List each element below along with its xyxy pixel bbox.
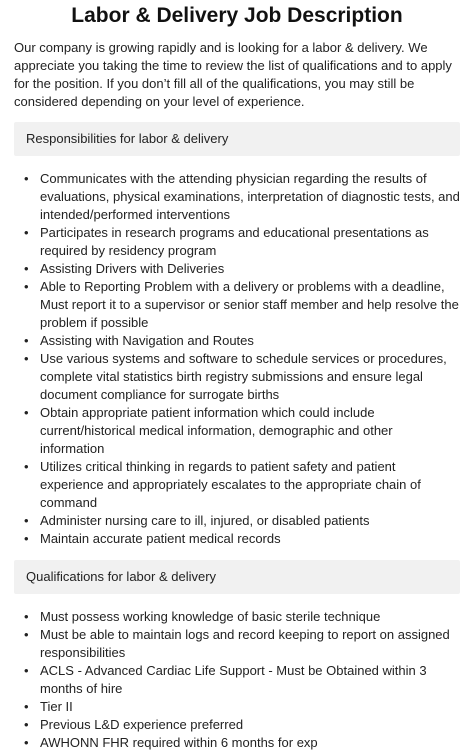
list-item: • ACLS - Advanced Cardiac Life Support - Must be Obtained within 3 months of hire bbox=[38, 662, 460, 698]
list-item: • Assisting Drivers with Deliveries bbox=[38, 260, 460, 278]
page-title: Labor & Delivery Job Description bbox=[71, 4, 403, 27]
qualifications-section bbox=[14, 560, 460, 752]
list-item: • Use various systems and software to schedule services or procedures, complete vital statistics birth registry submissions and ensure legal document compliance for surrogate births bbox=[38, 350, 460, 404]
intro-paragraph: Our company is growing rapidly and is looking for a labor & delivery. We appreciate you taking the time to review the list of qualifications and to apply for the position. If you don’t fill all of the qualifications, you may still be considered depending on your level of experience. bbox=[14, 40, 452, 109]
qualifications-list bbox=[14, 608, 460, 752]
list-item: • Participates in research programs and educational presentations as required by residency program bbox=[38, 224, 460, 260]
list-item: • Tier II bbox=[38, 698, 460, 716]
list-item: • Able to Reporting Problem with a delivery or problems with a deadline, Must report it to a supervisor or senior staff member and help resolve the problem if possible bbox=[38, 278, 460, 332]
list-item: • Must possess working knowledge of basic sterile technique bbox=[38, 608, 460, 626]
responsibilities-list bbox=[14, 170, 460, 548]
list-item: • Obtain appropriate patient information which could include current/historical medical information, demographic and other information bbox=[38, 404, 460, 458]
list-item: • Communicates with the attending physician regarding the results of evaluations, physical examinations, interpretation of diagnostic tests, and intended/performed interventions bbox=[38, 170, 460, 224]
list-item: • Must be able to maintain logs and record keeping to report on assigned responsibilities bbox=[38, 626, 460, 662]
list-item: • Utilizes critical thinking in regards to patient safety and patient experience and appropriately escalates to the appropriate chain of command bbox=[38, 458, 460, 512]
list-item: • Assisting with Navigation and Routes bbox=[38, 332, 460, 350]
list-item: • Maintain accurate patient medical records bbox=[38, 530, 460, 548]
list-item: • Previous L&D experience preferred bbox=[38, 716, 460, 734]
list-item: • AWHONN FHR required within 6 months for exp bbox=[38, 734, 460, 752]
qualifications-heading: Qualifications for labor & delivery bbox=[14, 560, 460, 594]
responsibilities-section bbox=[14, 122, 460, 548]
list-item: • Administer nursing care to ill, injured, or disabled patients bbox=[38, 512, 460, 530]
responsibilities-heading: Responsibilities for labor & delivery bbox=[14, 122, 460, 156]
